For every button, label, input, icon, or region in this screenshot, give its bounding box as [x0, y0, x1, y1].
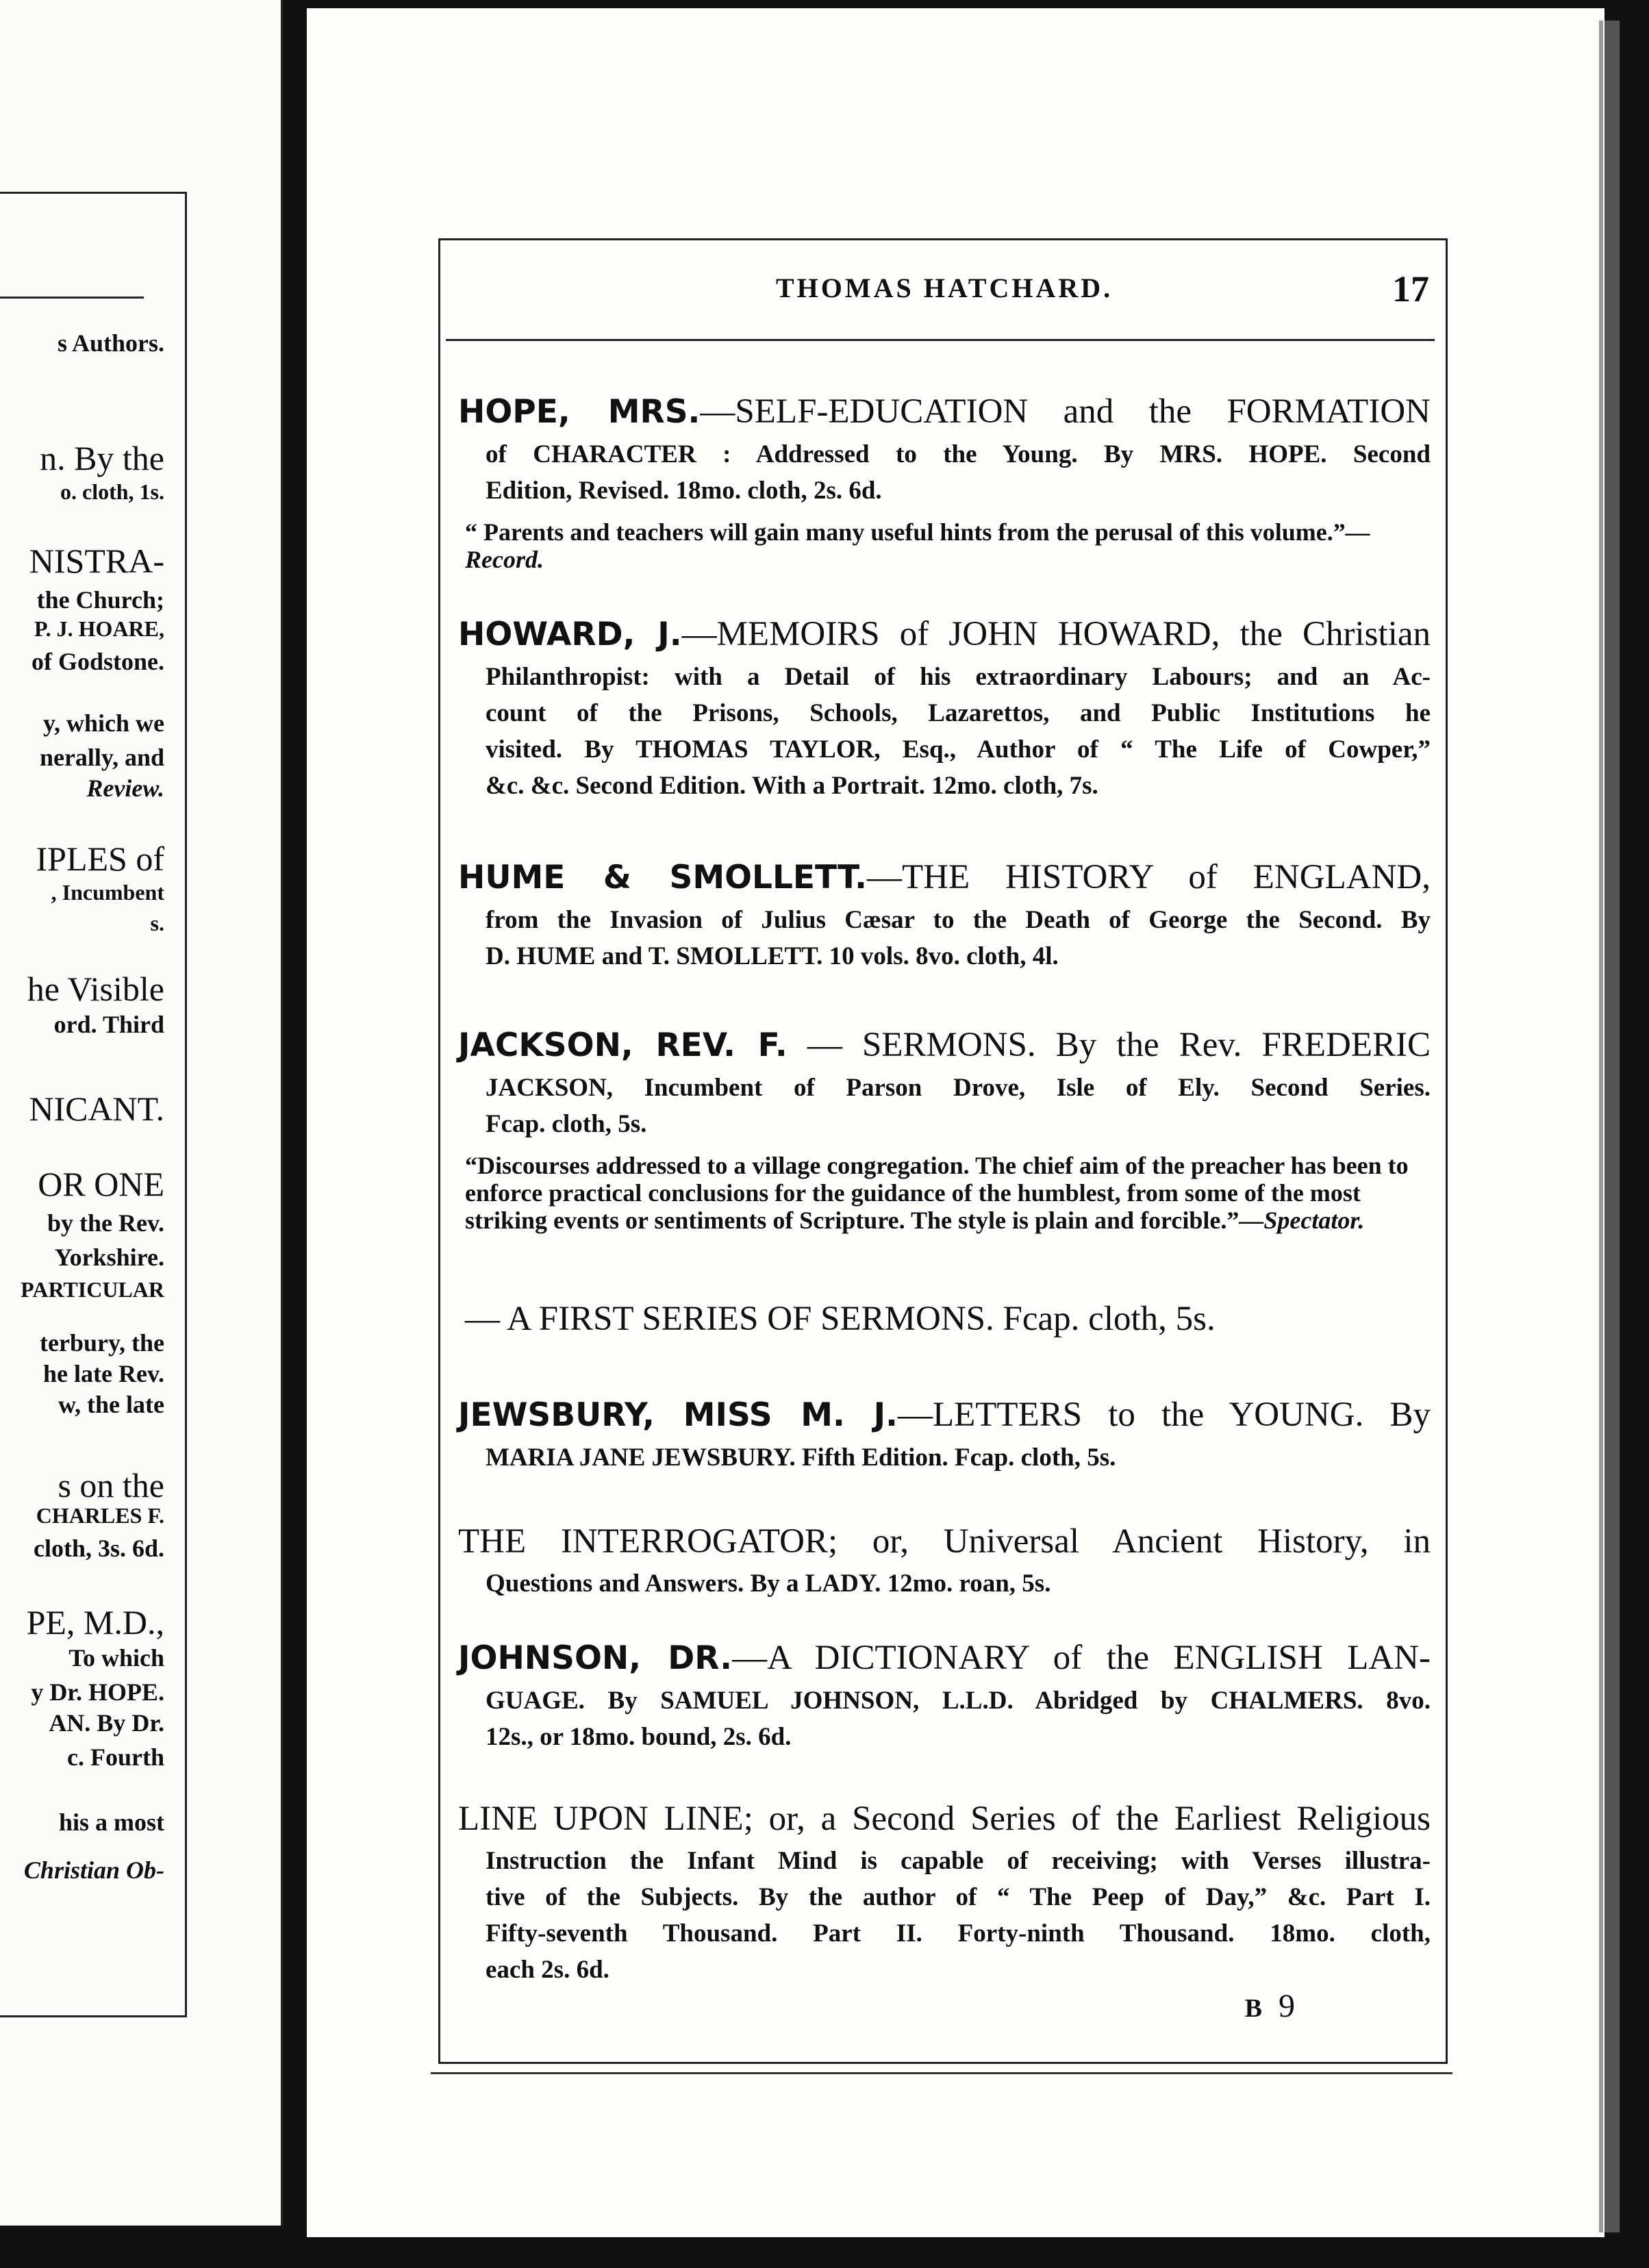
entry-heading [458, 1795, 1431, 1843]
entry-title: THE INTERROGATOR; or, Universal Ancient History, in [458, 1522, 1431, 1561]
catalogue-entry-interrogator [458, 1517, 1431, 1602]
left-page-line: w, the late [58, 1391, 164, 1418]
review-quote [458, 518, 1431, 573]
entry-author: JEWSBURY, MISS M. J. [458, 1396, 898, 1434]
entry-title: — SERMONS. By the Rev. FREDERIC [787, 1026, 1431, 1064]
catalogue-entry-johnson [458, 1634, 1431, 1755]
entry-description-line: MARIA JANE JEWSBURY. Fifth Edition. Fcap. cloth, 5s. [486, 1444, 1116, 1472]
entry-description-line: Fcap. cloth, 5s. [486, 1110, 647, 1138]
left-page-line: , Incumbent [51, 880, 164, 905]
entry-description-line: GUAGE. By SAMUEL JOHNSON, L.L.D. Abridged by CHALMERS. 8vo. [486, 1687, 1431, 1715]
catalogue-entry-jackson [458, 1021, 1431, 1234]
catalogue-entry-jewsbury [458, 1391, 1431, 1476]
entry-description-line: of CHARACTER : Addressed to the Young. By MRS. HOPE. Second [486, 440, 1431, 468]
left-page-line: NICANT. [29, 1089, 164, 1128]
page-header [440, 268, 1446, 309]
catalogue-entry-hope [458, 388, 1431, 573]
entry-description-line: Edition, Revised. 18mo. cloth, 2s. 6d. [486, 477, 882, 505]
review-quote [458, 1152, 1431, 1234]
page-edge [1604, 21, 1620, 2232]
entry-title: —A DICTIONARY of the ENGLISH LAN- [732, 1639, 1431, 1677]
entry-title: —THE HISTORY of ENGLAND, [866, 858, 1431, 896]
entry-description-line: visited. By THOMAS TAYLOR, Esq., Author of “ The Life of Cowper,” [486, 735, 1431, 764]
left-page-line: Yorkshire. [54, 1244, 164, 1271]
entry-heading [458, 1021, 1431, 1070]
left-page-line: cloth, 3s. 6d. [33, 1535, 164, 1562]
left-page-line: Christian Ob- [23, 1856, 164, 1884]
left-page-line: he late Rev. [43, 1360, 164, 1387]
entry-heading [458, 610, 1431, 659]
page-number: 17 [1392, 268, 1429, 310]
entry-description-line: &c. &c. Second Edition. With a Portrait. 12mo. cloth, 7s. [486, 772, 1098, 800]
text-frame [438, 238, 1448, 2064]
catalogue-entry-line-upon-line [458, 1795, 1431, 1988]
left-page-line: OR ONE [38, 1165, 164, 1203]
entry-title: —MEMOIRS of JOHN HOWARD, the Christian [681, 615, 1431, 653]
left-page-line: terbury, the [40, 1329, 164, 1357]
bottom-rule [431, 2072, 1452, 2074]
left-page-line: of Godstone. [31, 648, 164, 675]
quote-source: —Record. [465, 518, 1370, 573]
entry-author: JOHNSON, DR. [458, 1639, 733, 1677]
entry-heading [458, 388, 1431, 436]
left-page-line: s on the [58, 1466, 164, 1504]
entry-title: LINE UPON LINE; or, a Second Series of the Earliest Religious [458, 1800, 1431, 1838]
left-page-line: NISTRA- [29, 542, 164, 580]
left-page-line: n. By the [40, 439, 164, 477]
signature-mark [1245, 1987, 1295, 2025]
left-page-line: the Church; [36, 586, 164, 614]
entry-author: JACKSON, REV. F. [458, 1026, 788, 1064]
entry-description-line: Fifty-seventh Thousand. Part II. Forty-ninth Thousand. 18mo. cloth, [486, 1919, 1431, 1948]
entry-title: — A FIRST SERIES OF SERMONS. Fcap. cloth, 5s. [465, 1300, 1216, 1338]
entry-author: HOWARD, J. [458, 616, 682, 653]
entry-author: HOPE, MRS. [458, 393, 701, 431]
entry-description-line: each 2s. 6d. [486, 1956, 609, 1984]
left-page-line: ord. Third [53, 1011, 164, 1038]
quote-source: —Spectator. [1239, 1207, 1365, 1234]
left-page-line: AN. By Dr. [49, 1709, 164, 1737]
quote-text: “ Parents and teachers will gain many useful hints from the perusal of this volume.” [465, 518, 1346, 546]
entry-description-line: count of the Prisons, Schools, Lazarettos, and Public Institutions he [486, 699, 1431, 727]
header-rule [446, 339, 1435, 341]
left-page-line: PE, M.D., [26, 1603, 164, 1641]
catalogue-entry-hume [458, 853, 1431, 974]
left-page-line: y, which we [42, 709, 164, 737]
entry-description-line: tive of the Subjects. By the author of “ The Peep of Day,” &c. Part I. [486, 1883, 1431, 1911]
running-head: THOMAS HATCHARD. [776, 273, 1113, 303]
left-page-line: by the Rev. [47, 1209, 164, 1237]
left-page-line: y Dr. HOPE. [31, 1678, 164, 1706]
left-page-line: Review. [86, 774, 164, 802]
entry-description-line: Philanthropist: with a Detail of his extraordinary Labours; and an Ac- [486, 663, 1431, 691]
entry-description-line: Questions and Answers. By a LADY. 12mo. roan, 5s. [486, 1570, 1051, 1598]
left-page-line: To which [68, 1644, 164, 1672]
left-page-line: PARTICULAR [21, 1277, 164, 1302]
entry-heading [458, 1391, 1431, 1439]
signature-letter: B [1244, 1994, 1262, 2023]
left-page-fragment [0, 0, 284, 2226]
page-edge-inner [1599, 21, 1603, 2232]
entry-title: —SELF-EDUCATION and the FORMATION [700, 392, 1431, 431]
left-page-line: c. Fourth [67, 1743, 164, 1771]
quote-text: “Discourses addressed to a village congregation. The chief aim of the preacher has been to enforce practical conclusions for the guidance of the humblest, from some of the most striking events or sentiments of Scripture. The style is plain and forcible.” [465, 1152, 1409, 1234]
left-page-line: he Visible [27, 970, 164, 1008]
left-page-line: s. [150, 911, 164, 935]
left-page-line: P. J. HOARE, [34, 616, 164, 641]
entry-description-line: Instruction the Infant Mind is capable of receiving; with Verses illustra- [486, 1847, 1431, 1875]
entry-heading [458, 1517, 1431, 1565]
left-page-line: his a most [58, 1809, 164, 1836]
entry-description-line: JACKSON, Incumbent of Parson Drove, Isle of Ely. Second Series. [486, 1074, 1431, 1102]
catalogue-entry-jackson-first [458, 1295, 1431, 1343]
left-page-line: o. cloth, 1s. [60, 479, 164, 504]
signature-number: 9 [1279, 1988, 1295, 2024]
left-page-line: CHARLES F. [36, 1503, 164, 1528]
left-page-line: nerally, and [39, 744, 164, 771]
entry-heading [458, 1634, 1431, 1683]
entry-description-line: from the Invasion of Julius Cæsar to the Death of George the Second. By [486, 906, 1431, 934]
entry-heading [458, 853, 1431, 902]
catalogue-entry-howard [458, 610, 1431, 804]
left-page-line: IPLES of [36, 840, 164, 878]
left-page-rule [0, 297, 144, 299]
entry-title: —LETTERS to the YOUNG. By [897, 1396, 1431, 1434]
entry-description-line: D. HUME and T. SMOLLETT. 10 vols. 8vo. cloth, 4l. [486, 942, 1059, 970]
entry-author: HUME & SMOLLETT. [458, 859, 867, 896]
entry-description-line: 12s., or 18mo. bound, 2s. 6d. [486, 1723, 792, 1751]
entry-heading [458, 1295, 1431, 1343]
left-page-line: s Authors. [57, 329, 164, 357]
